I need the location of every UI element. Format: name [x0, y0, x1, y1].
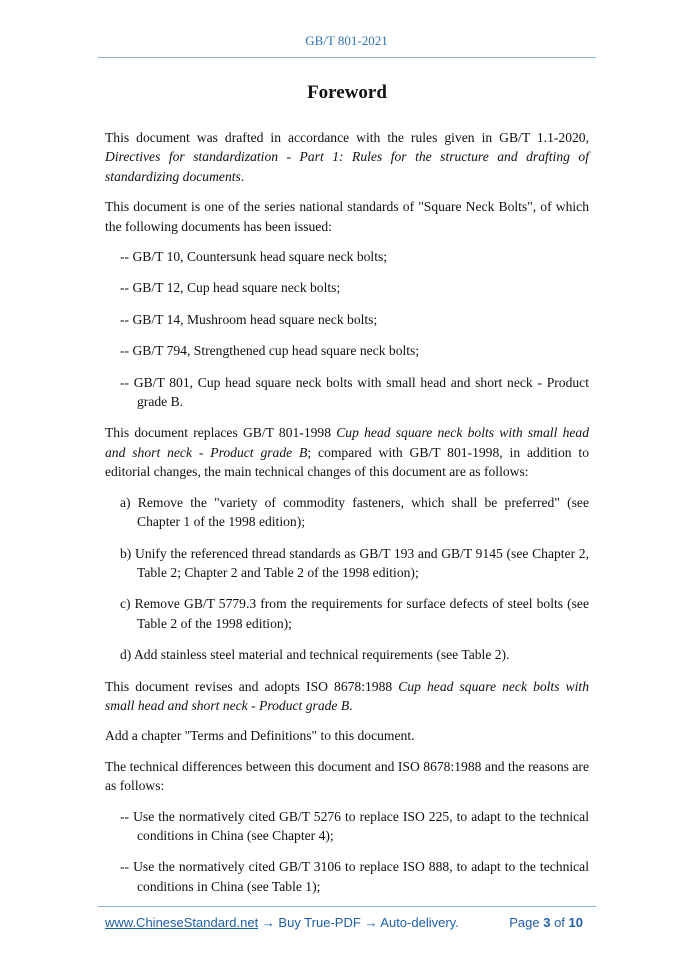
header-divider: [98, 57, 596, 58]
cited-title-italic: Directives for standardization - Part 1: Rules for the structure and drafting of standardizing documents: [105, 149, 589, 184]
list-item: -- GB/T 794, Strengthened cup head square neck bolts;: [120, 343, 420, 359]
cited-title-italic: Cup head square neck bolts with small head and short neck - Product grade B: [105, 678, 589, 713]
page-number: Page 3 of 10: [509, 915, 583, 930]
paragraph-replaces: This document replaces GB/T 801-1998 Cup head square neck bolts with small head and short neck - Product grade B; compared with GB/T 801-1998, in addition to editorial changes, the main technical changes of this document are as follows:: [105, 425, 590, 480]
paragraph-terms-chapter: Add a chapter "Terms and Definitions" to this document.: [105, 728, 415, 744]
paragraph-series-intro: This document is one of the series national standards of "Square Neck Bolts", of which the following documents has been issued:: [105, 199, 589, 234]
list-item: -- GB/T 14, Mushroom head square neck bolts;: [120, 311, 378, 327]
page-header-code: GB/T 801-2021: [305, 33, 388, 48]
current-page: 3: [543, 915, 551, 930]
paragraph-drafting-rules: This document was drafted in accordance with the rules given in GB/T 1.1-2020, Directives for standardization - Part 1: Rules for the structure and drafting of standardizing documents.: [105, 130, 589, 184]
list-item: d) Add stainless steel material and technical requirements (see Table 2).: [120, 647, 510, 663]
footer-promo: [105, 915, 459, 930]
series-list: [105, 247, 589, 411]
list-item: -- GB/T 801, Cup head square neck bolts with small head and short neck - Product grade B.: [120, 374, 589, 410]
list-item: b) Unify the referenced thread standards as GB/T 193 and GB/T 9145 (see Chapter 2, Table 2; Chapter 2 and Table 2 of the 1998 edition);: [120, 545, 589, 580]
document-body: [105, 80, 589, 908]
total-pages: 10: [568, 915, 583, 930]
cited-title-italic: Cup head square neck bolts with small head and short neck - Product grade B: [105, 425, 589, 460]
website-link[interactable]: www.ChineseStandard.net: [105, 915, 259, 930]
list-item: -- Use the normatively cited GB/T 3106 to replace ISO 888, to adapt to the technical conditions in China (see Table 1);: [120, 859, 589, 894]
list-item: -- GB/T 12, Cup head square neck bolts;: [120, 280, 341, 296]
paragraph-technical-differences: The technical differences between this document and ISO 8678:1988 and the reasons are as follows:: [105, 758, 589, 794]
list-item: -- GB/T 10, Countersunk head square neck bolts;: [120, 249, 388, 265]
paragraph-adopts-iso: This document revises and adopts ISO 8678:1988 Cup head square neck bolts with small head and short neck - Product grade B.: [105, 678, 589, 713]
promo-text: → Buy True-PDF → Auto-delivery.: [258, 915, 459, 930]
list-item: -- Use the normatively cited GB/T 5276 to replace ISO 225, to adapt to the technical conditions in China (see Chapter 4);: [120, 808, 589, 843]
section-title: Foreword: [307, 82, 387, 103]
footer-divider: [98, 906, 596, 907]
changes-list: [105, 493, 589, 665]
differences-list: [105, 807, 589, 897]
list-item: a) Remove the "variety of commodity fasteners, which shall be preferred" (see Chapter 1 of the 1998 edition);: [120, 494, 589, 530]
list-item: c) Remove GB/T 5779.3 from the requirements for surface defects of steel bolts (see Table 2 of the 1998 edition);: [120, 596, 589, 631]
